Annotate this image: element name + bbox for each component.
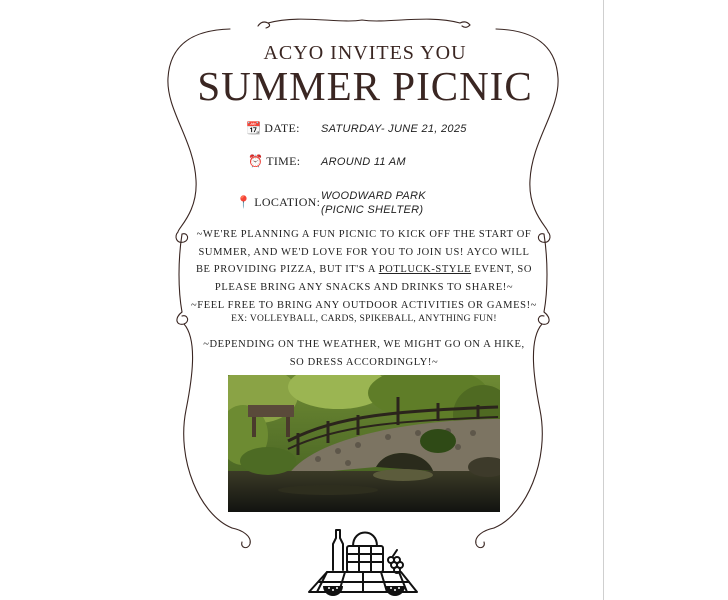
activities-line-1: ~FEEL FREE TO BRING ANY OUTDOOR ACTIVITIES OR GAMES!~ [191, 300, 537, 311]
location-label-text: LOCATION: [254, 195, 321, 209]
event-title: SUMMER PICNIC [197, 63, 533, 109]
location-pin-icon: 📍 [236, 195, 252, 209]
activities-line-2: EX: VOLLEYBALL, CARDS, SPIKEBALL, ANYTHING FUN! [231, 314, 497, 324]
potluck-style-text: POTLUCK-STYLE [378, 264, 472, 275]
alarm-clock-icon: ⏰ [248, 154, 264, 168]
location-line-2: (PICNIC SHELTER) [321, 204, 424, 216]
time-label [248, 154, 300, 169]
date-value: SATURDAY- JUNE 21, 2025 [321, 123, 467, 135]
time-label-text: TIME: [266, 154, 301, 168]
intro-line-3 [190, 261, 538, 279]
location-value [321, 189, 426, 217]
time-value: AROUND 11 AM [321, 156, 406, 168]
date-label-text: DATE: [264, 121, 300, 135]
invite-heading: ACYO INVITES YOU [263, 42, 467, 64]
page-edge-divider [603, 0, 604, 600]
location-line-1: WOODWARD PARK [321, 190, 426, 202]
location-label [236, 195, 320, 210]
intro-line-4: PLEASE BRING ANY SNACKS AND DRINKS TO SHARE!~ [214, 281, 514, 293]
intro-line-1: ~WE'RE PLANNING A FUN PICNIC TO KICK OFF THE START OF [196, 229, 532, 240]
intro-line-2: SUMMER, AND WE'D LOVE FOR YOU TO JOIN US! AYCO WILL [198, 246, 530, 258]
stone-bridge-park-photo [228, 375, 500, 512]
activities-paragraph [190, 299, 538, 326]
date-label [246, 121, 300, 136]
weather-line-2: SO DRESS ACCORDINGLY!~ [289, 356, 439, 368]
intro-line-3-end: EVENT, SO [471, 264, 533, 275]
intro-paragraph [190, 226, 538, 296]
intro-line-3-start: BE PROVIDING PIZZA, BUT IT'S A [195, 264, 379, 275]
picnic-basket-icon [305, 524, 421, 596]
calendar-icon: 📆 [246, 121, 262, 135]
weather-line-1: ~DEPENDING ON THE WEATHER, WE MIGHT GO ON A HIKE, [203, 339, 525, 350]
weather-paragraph [190, 336, 538, 371]
